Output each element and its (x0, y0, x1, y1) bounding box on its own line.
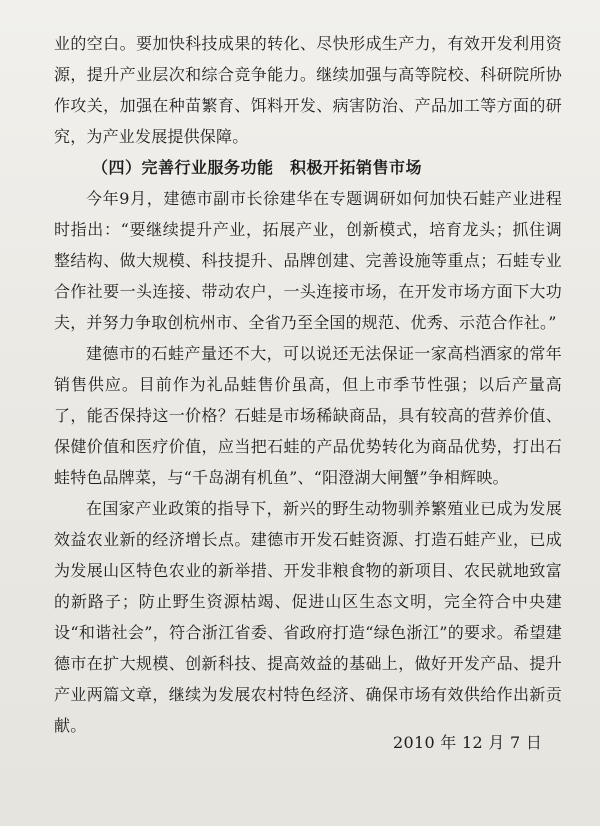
paragraph-mayor-quote: 今年9月，建德市副市长徐建华在专题调研如何加快石蛙产业进程时指出：“要继续提升产业，拓展产业，创新模式，培育龙头；抓住调整结构、做大规模、科技提升、品牌创建、完善设施等重点；石蛙专业合作社要一头连接、带动农户，一头连接市场，在开发市场方面下大功夫，并努力争取创杭州市、全省乃至全国的规范、优秀、示范合作社。” (54, 189, 562, 332)
section-heading: （四）完善行业服务功能 积极开拓销售市场 (92, 158, 423, 177)
paragraph-continuation: 业的空白。要加快科技成果的转化、尽快形成生产力，有效开发利用资源，提升产业层次和综合竞争能力。继续加强与高等院校、科研院所协作攻关，加强在种苗繁育、饵料开发、病害防治、产品加工等方面的研究，为产业发展提供保障。 (54, 34, 562, 146)
document-date: 2010 年 12 月 7 日 (393, 733, 543, 752)
paragraph-policy-outlook: 在国家产业政策的指导下，新兴的野生动物驯养繁殖业已成为发展效益农业新的经济增长点。建德市开发石蛙资源、打造石蛙产业，已成为发展山区特色农业的新举措、开发非粮食物的新项目、农民就地致富的新路子；防止野生资源枯竭、促进山区生态文明，完全符合中央建设“和谐社会”，符合浙江省委、省政府打造“绿色浙江”的要求。希望建德市在扩大规模、创新科技、提高效益的基础上，做好开发产品、提升产业两篇文章，继续为发展农村特色经济、确保市场有效供给作出新贡献。 (54, 499, 562, 735)
paragraph-market-supply: 建德市的石蛙产量还不大，可以说还无法保证一家高档酒家的常年销售供应。目前作为礼品蛙售价虽高，但上市季节性强；以后产量高了，能否保持这一价格？石蛙是市场稀缺商品，具有较高的营养价值、保健价值和医疗价值，应当把石蛙的产品优势转化为商品优势，打出石蛙特色品牌菜，与“千岛湖有机鱼”、“阳澄湖大闸蟹”争相辉映。 (54, 344, 562, 487)
